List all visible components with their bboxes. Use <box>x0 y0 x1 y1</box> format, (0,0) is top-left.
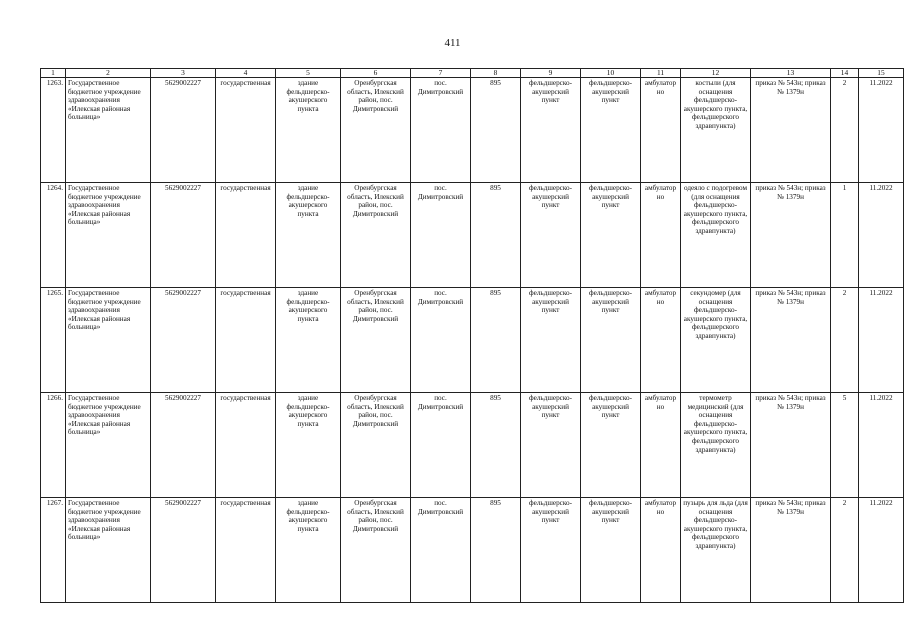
row-number: 1266. <box>41 393 66 498</box>
row-number: 1264. <box>41 183 66 288</box>
unit-type: фельдшерско-акушерский пункт <box>581 393 641 498</box>
column-number: 13 <box>751 69 831 78</box>
column-number: 6 <box>341 69 411 78</box>
column-number: 4 <box>216 69 276 78</box>
date: 11.2022 <box>859 393 904 498</box>
building: здание фельдшерско-акушерского пункта <box>276 78 341 183</box>
code: 895 <box>471 183 521 288</box>
column-number: 15 <box>859 69 904 78</box>
date: 11.2022 <box>859 183 904 288</box>
quantity: 1 <box>831 183 859 288</box>
organization-name: Государственное бюджетное учреждение здравоохранения «Илекская районная больница» <box>66 78 151 183</box>
settlement: пос. Димитровский <box>411 78 471 183</box>
quantity: 2 <box>831 78 859 183</box>
inn: 5629002227 <box>151 78 216 183</box>
column-number: 3 <box>151 69 216 78</box>
address: Оренбургская область, Илекский район, пос. Димитровский <box>341 393 411 498</box>
address: Оренбургская область, Илекский район, пос. Димитровский <box>341 183 411 288</box>
quantity: 5 <box>831 393 859 498</box>
unit-type: фельдшерско-акушерский пункт <box>581 183 641 288</box>
code: 895 <box>471 78 521 183</box>
address: Оренбургская область, Илекский район, пос. Димитровский <box>341 78 411 183</box>
column-number: 5 <box>276 69 341 78</box>
building: здание фельдшерско-акушерского пункта <box>276 288 341 393</box>
settlement: пос. Димитровский <box>411 183 471 288</box>
table-row <box>41 78 904 183</box>
column-number: 1 <box>41 69 66 78</box>
table-row <box>41 498 904 603</box>
address: Оренбургская область, Илекский район, пос. Димитровский <box>341 498 411 603</box>
building: здание фельдшерско-акушерского пункта <box>276 183 341 288</box>
column-number: 14 <box>831 69 859 78</box>
table-row <box>41 183 904 288</box>
date: 11.2022 <box>859 288 904 393</box>
code: 895 <box>471 393 521 498</box>
column-number: 7 <box>411 69 471 78</box>
row-number: 1267. <box>41 498 66 603</box>
quantity: 2 <box>831 288 859 393</box>
care-condition: амбулаторно <box>641 498 681 603</box>
order: приказ № 543н; приказ № 1379н <box>751 78 831 183</box>
code: 895 <box>471 498 521 603</box>
row-number: 1263. <box>41 78 66 183</box>
order: приказ № 543н; приказ № 1379н <box>751 393 831 498</box>
equipment: одеяло с подогревом (для оснащения фельдшерско-акушерского пункта, фельдшерского здравпункта) <box>681 183 751 288</box>
address: Оренбургская область, Илекский район, пос. Димитровский <box>341 288 411 393</box>
inn: 5629002227 <box>151 498 216 603</box>
organization-name: Государственное бюджетное учреждение здравоохранения «Илекская районная больница» <box>66 393 151 498</box>
order: приказ № 543н; приказ № 1379н <box>751 498 831 603</box>
care-condition: амбулаторно <box>641 393 681 498</box>
organization-name: Государственное бюджетное учреждение здравоохранения «Илекская районная больница» <box>66 288 151 393</box>
inn: 5629002227 <box>151 393 216 498</box>
order: приказ № 543н; приказ № 1379н <box>751 183 831 288</box>
equipment: секундомер (для оснащения фельдшерско-акушерского пункта, фельдшерского здравпункта) <box>681 288 751 393</box>
care-condition: амбулаторно <box>641 183 681 288</box>
unit-type: фельдшерско-акушерский пункт <box>581 498 641 603</box>
column-number: 10 <box>581 69 641 78</box>
settlement: пос. Димитровский <box>411 498 471 603</box>
row-number: 1265. <box>41 288 66 393</box>
ownership: государственная <box>216 393 276 498</box>
ownership: государственная <box>216 183 276 288</box>
unit-type: фельдшерско-акушерский пункт <box>581 288 641 393</box>
page-number: 411 <box>444 37 461 49</box>
code: 895 <box>471 288 521 393</box>
settlement: пос. Димитровский <box>411 393 471 498</box>
table-row <box>41 288 904 393</box>
column-number: 8 <box>471 69 521 78</box>
order: приказ № 543н; приказ № 1379н <box>751 288 831 393</box>
organization-name: Государственное бюджетное учреждение здравоохранения «Илекская районная больница» <box>66 183 151 288</box>
ownership: государственная <box>216 78 276 183</box>
care-condition: амбулаторно <box>641 288 681 393</box>
date: 11.2022 <box>859 78 904 183</box>
registry-table <box>40 68 904 603</box>
settlement: пос. Димитровский <box>411 288 471 393</box>
unit-type: фельдшерско-акушерский пункт <box>521 393 581 498</box>
column-numbers-row <box>41 69 904 78</box>
date: 11.2022 <box>859 498 904 603</box>
column-number: 12 <box>681 69 751 78</box>
unit-type: фельдшерско-акушерский пункт <box>521 498 581 603</box>
inn: 5629002227 <box>151 288 216 393</box>
ownership: государственная <box>216 498 276 603</box>
building: здание фельдшерско-акушерского пункта <box>276 498 341 603</box>
column-number: 11 <box>641 69 681 78</box>
table-row <box>41 393 904 498</box>
care-condition: амбулаторно <box>641 78 681 183</box>
equipment: пузырь для льда (для оснащения фельдшерско-акушерского пункта, фельдшерского здравпункта) <box>681 498 751 603</box>
unit-type: фельдшерско-акушерский пункт <box>521 288 581 393</box>
ownership: государственная <box>216 288 276 393</box>
unit-type: фельдшерско-акушерский пункт <box>581 78 641 183</box>
building: здание фельдшерско-акушерского пункта <box>276 393 341 498</box>
unit-type: фельдшерско-акушерский пункт <box>521 78 581 183</box>
inn: 5629002227 <box>151 183 216 288</box>
equipment: термометр медицинский (для оснащения фельдшерско-акушерского пункта, фельдшерского здравпункта) <box>681 393 751 498</box>
equipment: костыли (для оснащения фельдшерско-акушерского пункта, фельдшерского здравпункта) <box>681 78 751 183</box>
column-number: 9 <box>521 69 581 78</box>
unit-type: фельдшерско-акушерский пункт <box>521 183 581 288</box>
quantity: 2 <box>831 498 859 603</box>
column-number: 2 <box>66 69 151 78</box>
organization-name: Государственное бюджетное учреждение здравоохранения «Илекская районная больница» <box>66 498 151 603</box>
